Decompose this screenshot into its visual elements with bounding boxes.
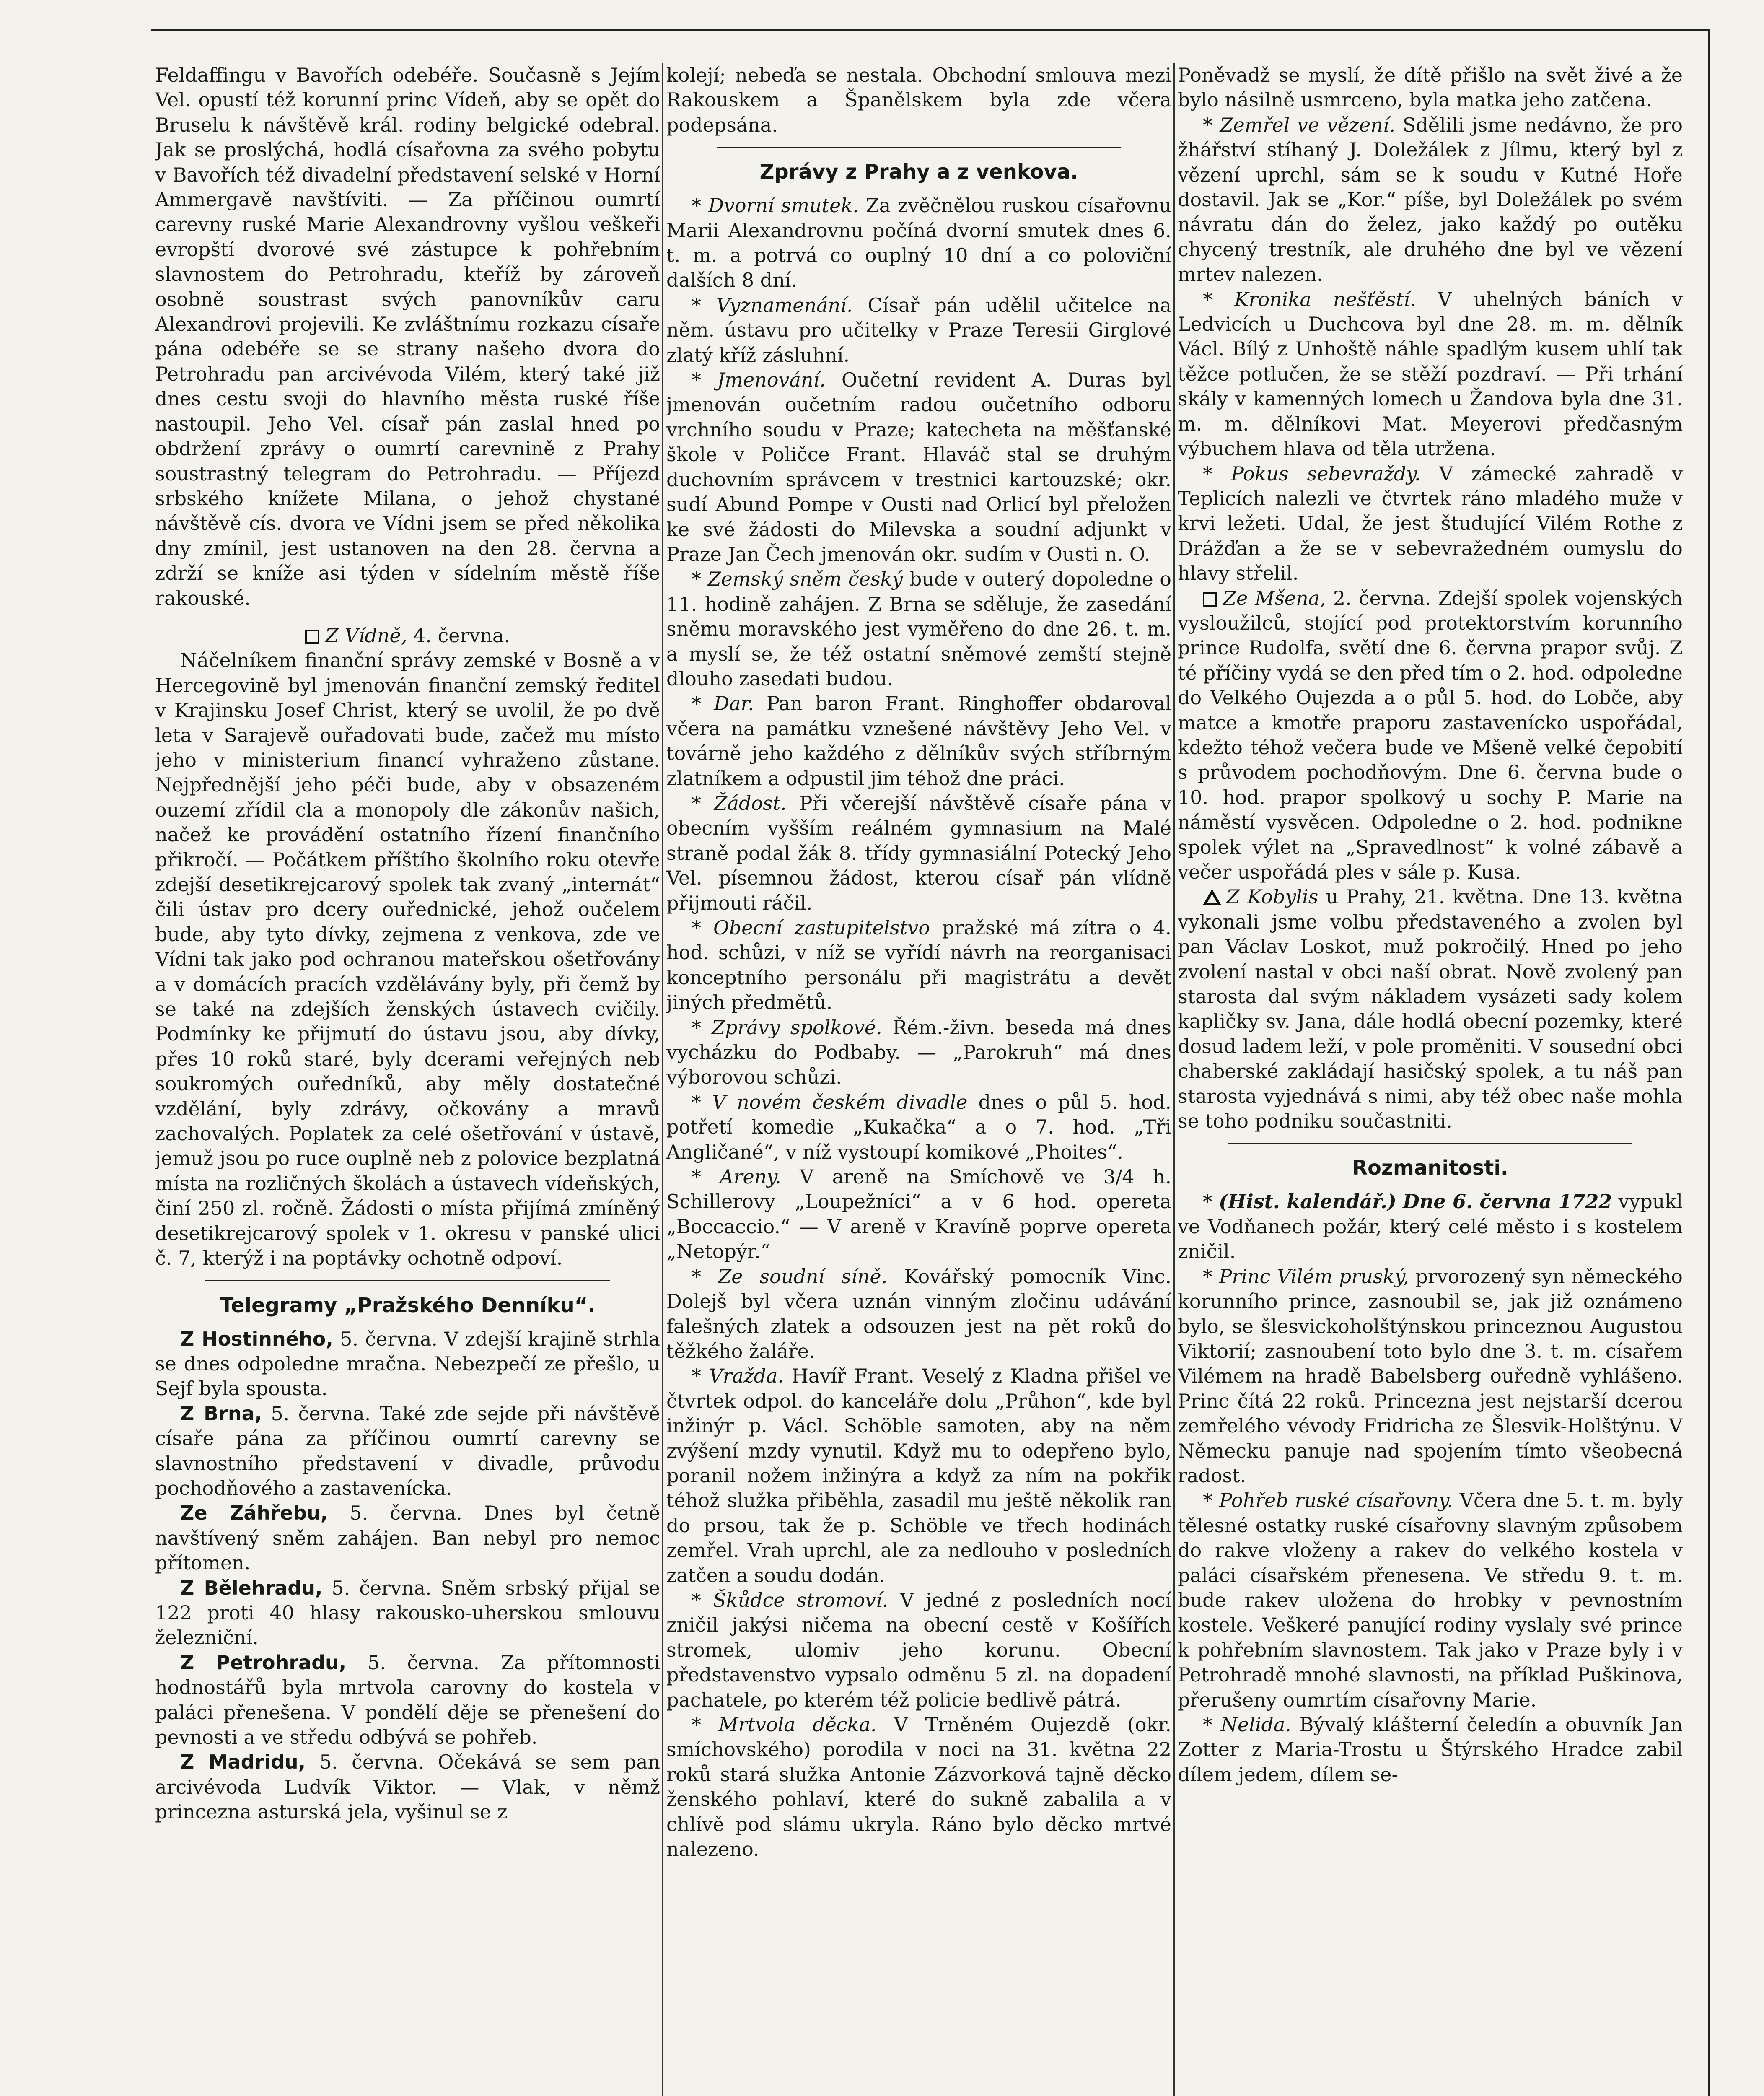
- news-item: * Vyznamenání. Císař pán udělil učitelce na něm. ústavu pro učitelky v Praze Teresii Girglové zlatý kříž zásluhní.: [666, 293, 1171, 366]
- news-item: * Zemřel ve vězení. Sdělili jsme nedávno, že pro žhářství stíhaný J. Doležálek z Jílmu, který byl z vězení uprchl, sám se k soudu v Kutné Hoře dostavil. Jak se „Kor.“ píše, byl Doležálek po svém návratu dán do želez, jako každý po outěku chycený trestník, ale druhého dne byl ve vězení mrtev nalezen.: [1178, 113, 1683, 286]
- news-item: * Dar. Pan baron Frant. Ringhoffer obdaroval včera na památku vznešené návštěvy Jeho Vel. v továrně jeho každého z dělníkův svých stříbrným zlatníkem a odpustil jim téhož dne práci.: [666, 692, 1171, 790]
- news-item: * Dvorní smutek. Za zvěčnělou ruskou císařovnu Marii Alexandrovnu počíná dvorní smutek dnes 6. t. m. a potrvá co ouplný 10 dní a co poloviční dalších 8 dní.: [666, 194, 1171, 292]
- dateline-vienna: Z Vídně, 4. června.: [155, 623, 660, 648]
- section-rule: [717, 147, 1121, 148]
- section-heading-telegrams: Telegramy „Pražského Denníku“.: [220, 1293, 596, 1317]
- paragraph: Náčelníkem finanční správy zemské v Bosně a v Hercegovině byl jmenován finanční zemský ředitel v Krajinsku Josef Christ, který se uvolil, že po dvě leta v Sarajevě ouřadovati bude, začež mu místo jeho v ministerium financí vyhraženo zůstane. Nejpřednější jeho péči bude, aby v obsazeném ouzemí zřídil cla a monopoly dle zákonův našich, načež ke provádění ostatního řízení finančního přikročí. — Počátkem příštího školního roku otevře zdejší desetikrejcarový spolek tak zvaný „internát“ čili ústav pro dcery ouřednické, jehož oučelem bude, aby tyto dívky, zejmena z venkova, zde ve Vídni tak jako pod ochranou mateřskou ošetřovány a v domácích pracích vzdělávány byly, při čemž by se také na zdejších ženských ústavech cvičily. Podmínky ke přijmutí do ústavu jsou, aby dívky, přes 10 roků staré, byly dcerami veřejných neb soukromých ouředníků, aby měly dostatečné vzdělání, byly zdrávy, očkovány a mravů zachovalých. Poplatek za celé ošetřování v ústavě, jemuž jsou po ruce ouplně neb z polovice bezplatná místa na rozličných školách a ústavech vídeňských, činí 250 zl. ročně. Žádosti o místa přijímá zmíněný desetikrejcarový spolek v 1. okresu v panské ulici č. 7, kterýž i na poptávky ochotně odpoví.: [155, 649, 660, 1270]
- news-item: * Škůdce stromoví. V jedné z posledních nocí zničil jakýsi ničema na obecní cestě v Košířích stromek, ulomiv jeho korunu. Obecní představenstvo vypsalo odměnu 5 zl. na dopadení pachatele, po kterém též policie bedlivě pátrá.: [666, 1588, 1171, 1711]
- column-2: [666, 63, 1171, 2096]
- news-item: * Obecní zastupitelstvo pražské má zítra o 4. hod. schůzi, v níž se vyřídí návrh na reorganisaci konceptního personálu při magistrátu a devět jiných předmětů.: [666, 916, 1171, 1014]
- section-rule: [205, 1280, 610, 1281]
- square-mark-icon: [305, 630, 319, 644]
- news-item: * Zprávy spolkové. Řém.-živn. beseda má dnes vycházku do Podbaby. — „Parokruh“ má dnes výborovou schůzi.: [666, 1016, 1171, 1089]
- paragraph: kolejí; nebeďa se nestala. Obchodní smlouva mezi Rakouskem a Španělskem byla zde včera podepsána.: [666, 64, 1171, 136]
- news-item: * Pohřeb ruské císařovny. Včera dne 5. t. m. byly tělesné ostatky ruské císařovny slavným způsobem do rakve vloženy a rakev do velkého kostela v paláci císařském přenesena. Ve středu 9. t. m. bude rakev uložena do hrobky v pevnostním kostele. Veškeré panující rodiny vyslaly své prince k pohřebním slavnostem. Tak jako v Praze byly i v Petrohradě mnohé slavnosti, na příklad Puškinova, přerušeny oumrtím císařovny Marie.: [1178, 1489, 1683, 1711]
- news-item: Ze Mšena, 2. června. Zdejší spolek vojenských vysloužilců, stojící pod protektorstvím korunního prince Rudolfa, světí dne 6. června prapor svůj. Z té příčiny vydá se den před tím o 2. hod. odpoledne do Velkého Oujezda a o půl 5. hod. do Lobče, aby matce a kmotře praporu zastavenícko uspořádal, kdežto téhož večera bude ve Mšeně velké čepobití s průvodem pochodňovým. Dne 6. června bude o 10. hod. prapor spolkový u sochy P. Marie na náměstí vysvěcen. Odpoledne o 2. hod. podnikne spolek výlet na „Spravedlnost“ k volné zábavě a večer uspořádá ples v sále p. Kusa.: [1178, 586, 1683, 883]
- telegram-item: Z Hostinného, 5. června. V zdejší krajině strhla se dnes odpoledne mračna. Nebezpečí ze přešlo, u Sejf byla spousta.: [155, 1327, 660, 1400]
- news-item: * Princ Vilém pruský, prvorozený syn německého korunního prince, zasnoubil se, jak již oznámeno bylo, se šlesvickoholštýnskou princeznou Augustou Viktorií; zasnoubení toto bylo dne 3. t. m. císařem Vilémem na hradě Babelsberg ouředně vyhlášeno. Princ čítá 22 roků. Princezna jest nejstarší dcerou zemřelého vévody Fridricha ze Šlesvik-Holštýnu. V Německu panuje nad spojením tímto všeobecná radost.: [1178, 1265, 1683, 1487]
- paragraph: Poněvadž se myslí, že dítě přišlo na svět živé a že bylo násilně usmrceno, byla matka jeho zatčena.: [1178, 64, 1683, 112]
- section-heading-miscellany: Rozmanitosti.: [1352, 1156, 1509, 1180]
- top-rule: [151, 29, 1710, 31]
- news-item: * Kronika nešťěstí. V uhelných báních v Ledvicích u Duchcova byl dne 28. m. m. dělník Václ. Bílý z Unhoště náhle spadlým kusem uhlí tak těžce potlučen, že se stěží pozdraví. — Při trhání skály v kamenných lomech u Žandova byla dne 31. m. m. dělníkovi Mat. Meyerovi předčasným výbuchem hlava od těla utržena.: [1178, 288, 1683, 460]
- column-divider-2: [1173, 63, 1175, 2096]
- news-item: * Pokus sebevraždy. V zámecké zahradě v Teplicích nalezli ve čtvrtek ráno mladého muže v krvi ležeti. Udal, že jest študující Vilém Rothe z Drážďan a že se v sebevražedném oumyslu do hlavy střelil.: [1178, 462, 1683, 585]
- news-item: * Areny. V areně na Smíchově ve 3/4 h. Schillerovy „Loupežníci“ a v 6 hod. opereta „Boccaccio.“ — V areně v Kravíně poprve opereta „Netopýr.“: [666, 1165, 1171, 1263]
- news-item: * V novém českém divadle dnes o půl 5. hod. potřetí komedie „Kukačka“ a o 7. hod. „Tři Angličané“, v níž vystoupí komikové „Phoites“.: [666, 1090, 1171, 1163]
- right-border: [1708, 29, 1710, 2096]
- news-item: * Jmenování. Oučetní revident A. Duras byl jmenován oučetním radou oučetního odboru vrchního soudu v Praze; katecheta na měšťanské škole v Poličce Frant. Hlaváč stal se druhým duchovním správcem v trestnici kartouzské; okr. sudí Abund Pompe v Ousti nad Orlicí byl přeložen ke své žádosti do Milevska a soudní adjunkt v Praze Jan Čech jmenován okr. sudím v Ousti n. O.: [666, 368, 1171, 566]
- telegram-item: Z Bělehradu, 5. června. Sněm srbský přijal se 122 proti 40 hlasy rakousko-uherskou smlouvu železniční.: [155, 1576, 660, 1649]
- news-item: * Mrtvola děcka. V Trněném Oujezdě (okr. smíchovského) porodila v noci na 31. května 22 roků stará služka Antonie Zázvorková tajně děcko ženského pohlaví, které do sukně zabalila a v chlívě pod slámu ukryla. Ráno bylo děcko mrtvé nalezeno.: [666, 1713, 1171, 1861]
- news-item: * Zemský sněm český bude v outerý dopoledne o 11. hodině zahájen. Z Brna se sděluje, že zasedání sněmu moravského jest vyměřeno do dne 26. t. m. a myslí se, že též ostatní sněmové zemští stejně dlouho zasedati budou.: [666, 568, 1171, 690]
- square-mark-icon: [1203, 592, 1217, 607]
- news-item: * Žádost. Při včerejší návštěvě císaře pána v obecním vyšším reálném gymnasium na Malé straně podal žák 8. třídy gymnasiální Potecký Jeho Vel. písemnou žádost, kterou císař pán vlídně přijmouti ráčil.: [666, 791, 1171, 914]
- section-heading-prague: Zprávy z Prahy a z venkova.: [759, 160, 1078, 184]
- paragraph: Feldaffingu v Bavořích odebéře. Současně s Jejím Vel. opustí též korunní princ Vídeň, aby se opět do Bruselu k návštěvě král. rodiny belgické odebral. Jak se proslýchá, hodlá císařovna za svého pobytu v Bavořích též divadelní představení selské v Horní Ammergavě navštíviti. — Za příčinou oumrtí carevny ruské Marie Alexandrovny vyšlou veškeři evropští dvorové své zástupce k pohřebním slavnostem do Petrohradu, kteříž by zároveň osobně soustrast svých panovníkův caru Alexandrovi projevili. Ke zvláštnímu rozkazu císaře pána odebéře se se strany našeho dvora do Petrohradu pan arcivévoda Vilém, který také již dnes cestu svoji do hlavního města ruské říše nastoupil. Jeho Vel. císař pán zaslal hned po obdržení zprávy o oumrtí carevnině z Prahy soustrastný telegram do Petrohradu. — Příjezd srbského knížete Milana, o jehož chystané návštěvě cís. dvora ve Vídni jsem se před několika dny zmínil, jest ustanoven na den 28. června a zdrží se kníže asi týden v sídelním městě říše rakouské.: [155, 64, 660, 610]
- column-1: [155, 63, 660, 2096]
- telegram-item: Z Brna, 5. června. Také zde sejde při návštěvě císaře pána za příčinou oumrtí carevny se slavnostního představení v divadle, průvodu pochodňového a zastavenícka.: [155, 1402, 660, 1499]
- news-item: * Vražda. Havíř Frant. Veselý z Kladna přišel ve čtvrtek odpol. do kanceláře dolu „Průhon“, kde byl inžinýr p. Václ. Schöble samoten, aby na něm zvýšení mzdy vynutil. Když mu to odepřeno bylo, poranil nožem inžinýra a když za ním na pokřik téhož služka přiběhla, zasadil mu ještě několik ran do prsou, tak že p. Schöble ve třech hodinách zemřel. Vrah uprchl, ale za nedlouho v posledních zatčen a soudu dodán.: [666, 1364, 1171, 1587]
- column-divider-1: [662, 63, 663, 2096]
- news-item: * Ze soudní síně. Kovářský pomocník Vinc. Dolejš byl včera uznán vinným zločinu udávání falešných zlatek a odsouzen jest na pět roků do těžkého žaláře.: [666, 1265, 1171, 1362]
- telegram-item: Z Petrohradu, 5. června. Za přítomnosti hodnostářů byla mrtvola carovny do kostela v paláci přenešena. V pondělí děje se přenešení do pevnosti a ve středu odbývá se pohřeb.: [155, 1651, 660, 1748]
- column-3: [1178, 63, 1683, 2096]
- news-item: * (Hist. kalendář.) Dne 6. června 1722 vypukl ve Vodňanech požár, který celé město i s kostelem zničil.: [1178, 1190, 1683, 1263]
- telegram-item: Z Madridu, 5. června. Očekává se sem pan arcivévoda Ludvík Viktor. — Vlak, v němž princezna asturská jela, vyšinul se z: [155, 1751, 660, 1824]
- section-rule: [1228, 1143, 1632, 1144]
- triangle-mark-icon: [1203, 889, 1221, 905]
- telegram-item: Ze Záhřebu, 5. června. Dnes byl četně navštívený sněm zahájen. Ban nebyl pro nemoc přítomen.: [155, 1502, 660, 1575]
- news-item: * Nelida. Bývalý klášterní čeledín a obuvník Jan Zotter z Maria-Trostu u Štýrského Hradce zabil dílem jedem, dílem se-: [1178, 1713, 1683, 1786]
- news-item: Z Kobylis u Prahy, 21. května. Dne 13. května vykonali jsme volbu představeného a zvolen byl pan Václav Loskot, muž pokročilý. Hned po jeho zvolení nastal v obci naší obrat. Nově zvolený pan starosta dal svým nákladem vysázeti sady kolem kapličky sv. Jana, dále hodlá obecní pozemky, které dosud ladem leží, v pole proměniti. V sousední obci chaberské zakládají hasičský spolek, a tu náš pan starosta vyjednává s nimi, aby též obec naše mohla se toho podniku součastniti.: [1178, 885, 1683, 1133]
